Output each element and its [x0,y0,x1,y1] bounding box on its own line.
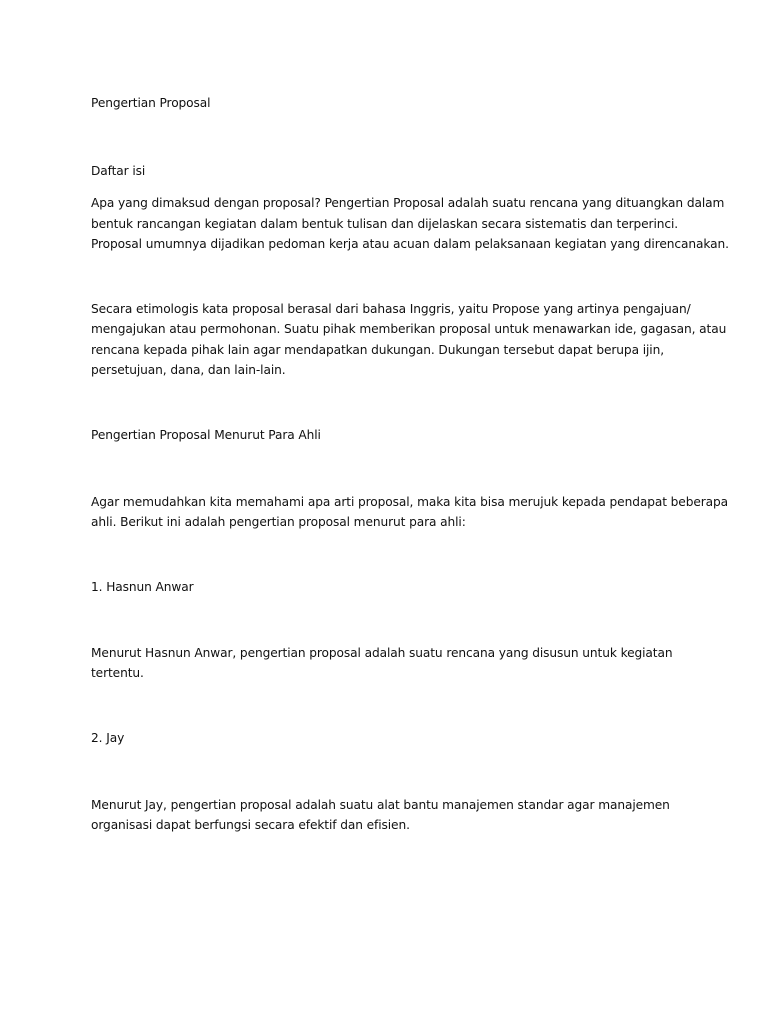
intro-line: Proposal umumnya dijadikan pedoman kerja atau acuan dalam pelaksanaan kegiatan yang direncanakan. [91,237,729,251]
intro-line: bentuk rancangan kegiatan dalam bentuk tulisan dan dijelaskan secara sistematis dan terperinci. [91,217,679,231]
etymology-line: rencana kepada pihak lain agar mendapatkan dukungan. Dukungan tersebut dapat berupa ijin, [91,343,664,357]
etymology-line: Secara etimologis kata proposal berasal dari bahasa Inggris, yaitu Propose yang artinya pengajuan/ [91,302,691,316]
toc-label: Daftar isi [91,164,146,178]
expert-1-heading: 1. Hasnun Anwar [91,580,194,594]
experts-intro-line: Agar memudahkan kita memahami apa arti proposal, maka kita bisa merujuk kepada pendapat beberapa [91,495,729,509]
etymology-line: persetujuan, dana, dan lain-lain. [91,363,286,377]
experts-heading: Pengertian Proposal Menurut Para Ahli [91,428,321,442]
document-title: Pengertian Proposal [91,96,211,110]
intro-line: Apa yang dimaksud dengan proposal? Pengertian Proposal adalah suatu rencana yang dituangkan dalam [91,196,725,210]
expert-2-text-line: organisasi dapat berfungsi secara efektif dan efisien. [91,818,410,832]
expert-2-heading: 2. Jay [91,731,125,745]
experts-intro-line: ahli. Berikut ini adalah pengertian proposal menurut para ahli: [91,515,466,529]
etymology-line: mengajukan atau permohonan. Suatu pihak memberikan proposal untuk menawarkan ide, gagasan, atau [91,322,727,336]
expert-1-text-line: tertentu. [91,666,144,680]
expert-1-text-line: Menurut Hasnun Anwar, pengertian proposal adalah suatu rencana yang disusun untuk kegiatan [91,646,673,660]
expert-2-text-line: Menurut Jay, pengertian proposal adalah suatu alat bantu manajemen standar agar manajemen [91,798,670,812]
